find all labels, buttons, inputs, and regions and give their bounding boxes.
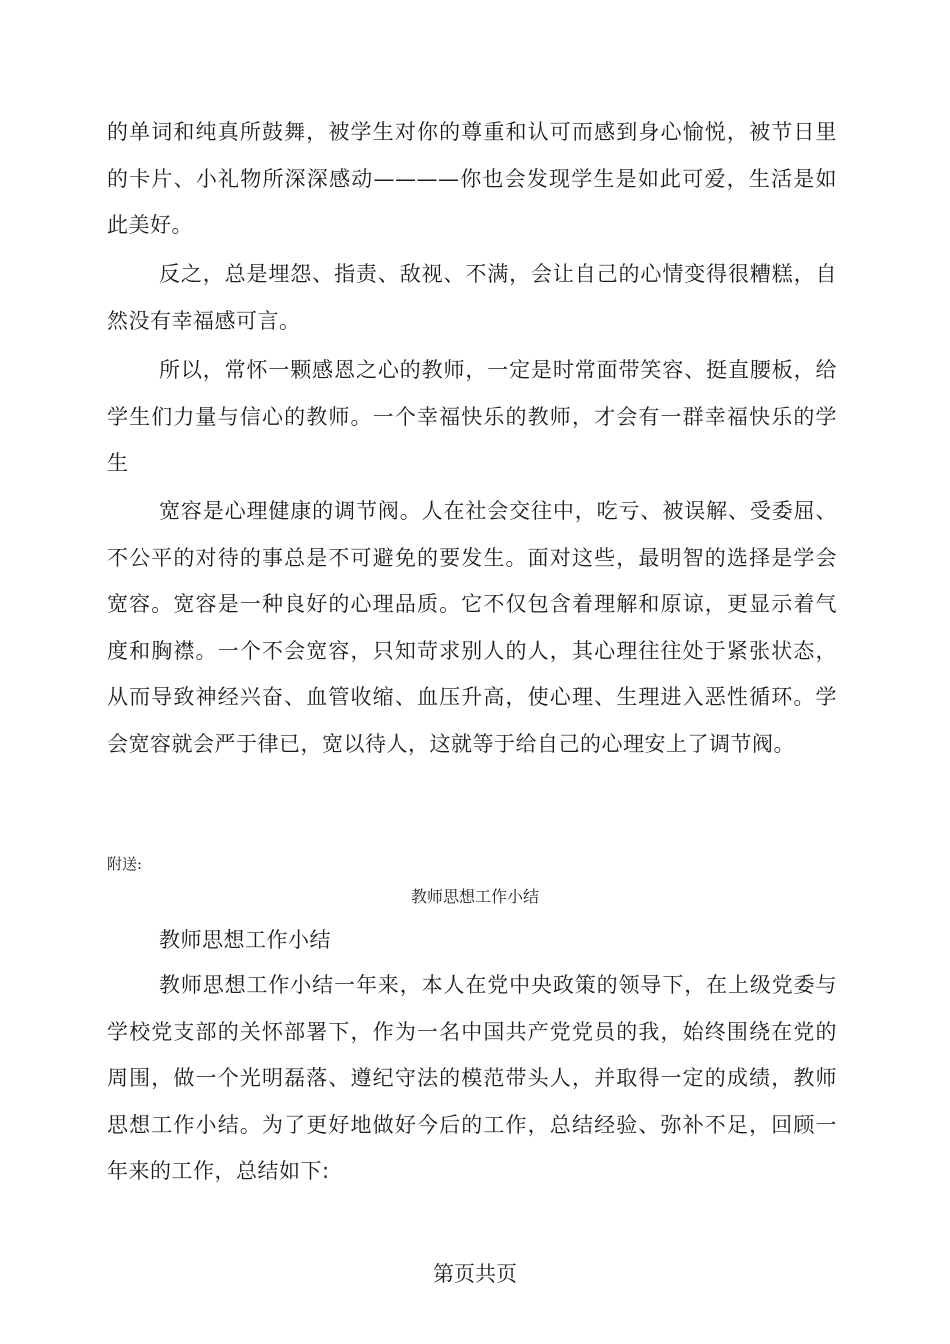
appendix-label: 附送: (107, 855, 143, 873)
paragraph-tolerance: 宽容是心理健康的调节阀。人在社会交往中，吃亏、被误解、受委屈、不公平的对待的事总是不可避免的要发生。面对这些，最明智的选择是学会宽容。宽容是一种良好的心理品质。它不仅包含着理解和原谅，更显示着气度和胸襟。一个不会宽容，只知苛求别人的人，其心理往往处于紧张状态，从而导致神经兴奋、血管收缩、血压升高，使心理、生理进入恶性循环。学会宽容就会严于律已，宽以待人，这就等于给自己的心理安上了调节阀。 (107, 499, 837, 756)
page-footer: 第页共页 (433, 1262, 517, 1286)
summary-heading: 教师思想工作小结 (159, 928, 331, 952)
paragraph-continuation: 的单词和纯真所鼓舞，被学生对你的尊重和认可而感到身心愉悦，被节日里的卡片、小礼物所深深感动————你也会发现学生是如此可爱，生活是如此美好。 (107, 120, 837, 237)
section-title: 教师思想工作小结 (410, 887, 539, 906)
paragraph-contrast: 反之，总是埋怨、指责、敌视、不满，会让自己的心情变得很糟糕，自然没有幸福感可言。 (107, 262, 837, 333)
paragraph-gratitude: 所以，常怀一颗感恩之心的教师，一定是时常面带笑容、挺直腰板，给学生们力量与信心的教师。一个幸福快乐的教师，才会有一群幸福快乐的学生 (107, 358, 837, 475)
summary-paragraph: 教师思想工作小结一年来，本人在党中央政策的领导下，在上级党委与学校党支部的关怀部署下，作为一名中国共产党党员的我，始终围绕在党的周围，做一个光明磊落、遵纪守法的模范带头人，并取得一定的成绩，教师思想工作小结。为了更好地做好今后的工作，总结经验、弥补不足，回顾一年来的工作，总结如下: (107, 973, 837, 1183)
